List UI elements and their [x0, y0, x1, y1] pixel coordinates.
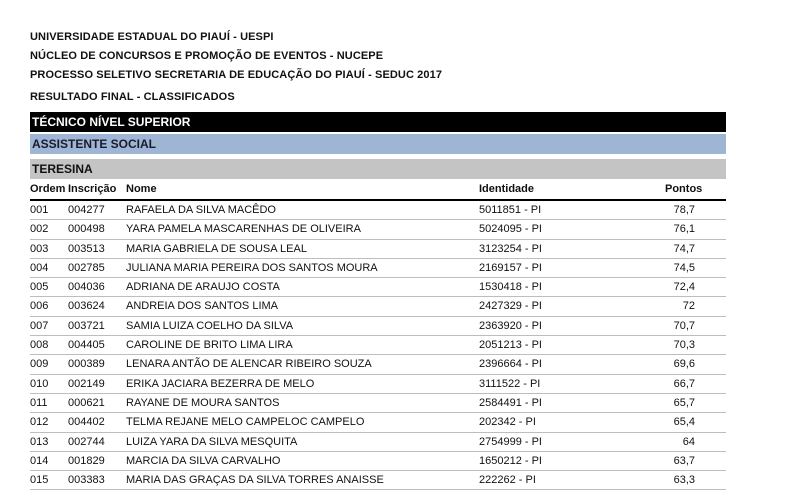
col-pontos: Pontos [665, 183, 703, 195]
result-title: RESULTADO FINAL - CLASSIFICADOS [30, 91, 235, 103]
cell-ordem: 015 [30, 474, 49, 487]
cell-ordem: 006 [30, 300, 49, 313]
cell-nome: CAROLINE DE BRITO LIMA LIRA [126, 339, 293, 352]
cell-nome: ERIKA JACIARA BEZERRA DE MELO [126, 377, 315, 390]
cell-nome: RAFAELA DA SILVA MACÊDO [126, 204, 276, 216]
table-row [30, 240, 726, 259]
cell-nome: YARA PAMELA MASCARENHAS DE OLIVEIRA [126, 223, 361, 236]
cell-inscricao: 003624 [68, 300, 105, 313]
cell-nome: MARIA DAS GRAÇAS DA SILVA TORRES ANAISSE [126, 474, 384, 487]
cell-inscricao: 004402 [68, 416, 105, 429]
cell-nome: SAMIA LUIZA COELHO DA SILVA [126, 319, 294, 332]
table-row [30, 297, 726, 316]
cell-inscricao: 001829 [68, 454, 105, 467]
cell-inscricao: 000621 [68, 396, 105, 409]
cell-identidade: 3123254 - PI [479, 242, 542, 255]
process-title: PROCESSO SELETIVO SECRETARIA DE EDUCAÇÃO DO PIAUÍ - SEDUC 2017 [30, 69, 443, 81]
table-row [30, 471, 726, 490]
table-row [30, 336, 726, 355]
cell-identidade: 2169157 - PI [479, 261, 542, 274]
cell-identidade: 3111522 - PI [479, 377, 541, 390]
cell-pontos: 65,4 [673, 416, 695, 429]
cell-ordem: 013 [30, 435, 49, 448]
cell-inscricao: 003721 [68, 319, 105, 332]
cell-pontos: 74,7 [673, 242, 695, 255]
cell-identidade: 2363920 - PI [479, 319, 542, 332]
cell-pontos: 65,7 [673, 396, 695, 409]
cell-nome: TELMA REJANE MELO CAMPELOC CAMPELO [126, 416, 365, 429]
cell-identidade: 2427329 - PI [479, 300, 542, 313]
cell-identidade: 2051213 - PI [479, 339, 542, 352]
level-band: TÉCNICO NÍVEL SUPERIOR [30, 112, 726, 132]
cell-ordem: 005 [30, 281, 49, 294]
cell-inscricao: 004036 [68, 281, 105, 294]
table-row [30, 413, 726, 432]
table-row [30, 259, 726, 278]
position-band: ASSISTENTE SOCIAL [30, 134, 726, 154]
cell-inscricao: 002149 [68, 377, 105, 390]
cell-inscricao: 003383 [68, 474, 105, 487]
cell-identidade: 2754999 - PI [479, 435, 542, 448]
cell-identidade: 202342 - PI [479, 416, 536, 429]
cell-pontos: 76,1 [673, 223, 695, 236]
cell-nome: MARIA GABRIELA DE SOUSA LEAL [126, 242, 307, 255]
table-row [30, 317, 726, 336]
institution-title: UNIVERSIDADE ESTADUAL DO PIAUÍ - UESPI [30, 31, 274, 43]
center-title: NÚCLEO DE CONCURSOS E PROMOÇÃO DE EVENTOS - NUCEPE [30, 50, 384, 62]
cell-pontos: 78,7 [673, 204, 695, 216]
cell-nome: ANDREIA DOS SANTOS LIMA [126, 300, 279, 313]
cell-identidade: 2584491 - PI [479, 396, 542, 409]
cell-inscricao: 002785 [68, 261, 105, 274]
cell-pontos: 72 [682, 300, 695, 313]
cell-identidade: 1530418 - PI [479, 281, 542, 294]
cell-ordem: 010 [30, 377, 49, 390]
cell-inscricao: 002744 [68, 435, 105, 448]
col-identidade: Identidade [479, 183, 535, 195]
cell-ordem: 012 [30, 416, 49, 429]
cell-pontos: 70,3 [673, 339, 695, 352]
document-header [30, 28, 442, 107]
cell-ordem: 004 [30, 261, 49, 274]
col-ordem: Ordem [30, 183, 66, 195]
cell-pontos: 64 [682, 435, 695, 448]
cell-ordem: 014 [30, 454, 49, 467]
cell-pontos: 74,5 [673, 261, 695, 274]
table-row [30, 452, 726, 471]
cell-ordem: 009 [30, 358, 49, 371]
cell-identidade: 2396664 - PI [479, 358, 542, 371]
cell-nome: JULIANA MARIA PEREIRA DOS SANTOS MOURA [126, 261, 378, 274]
cell-pontos: 70,7 [673, 319, 695, 332]
cell-nome: LENARA ANTÃO DE ALENCAR RIBEIRO SOUZA [126, 358, 372, 371]
cell-ordem: 011 [30, 396, 48, 409]
table-row [30, 220, 726, 239]
city-band: TERESINA [30, 159, 726, 179]
cell-pontos: 66,7 [673, 377, 695, 390]
cell-ordem: 008 [30, 339, 49, 352]
table-row [30, 394, 726, 413]
col-inscricao: Inscrição [68, 183, 117, 195]
cell-pontos: 69,6 [673, 358, 695, 371]
table-header [30, 181, 726, 201]
cell-inscricao: 003513 [68, 242, 105, 255]
cell-inscricao: 000498 [68, 223, 105, 236]
cell-nome: MARCIA DA SILVA CARVALHO [126, 454, 281, 467]
cell-identidade: 1650212 - PI [479, 454, 542, 467]
cell-ordem: 007 [30, 319, 49, 332]
cell-inscricao: 004277 [68, 204, 105, 216]
cell-nome: RAYANE DE MOURA SANTOS [126, 396, 280, 409]
cell-inscricao: 000389 [68, 358, 105, 371]
table-row [30, 433, 726, 452]
results-table-body [30, 201, 726, 490]
table-row [30, 278, 726, 297]
cell-ordem: 001 [30, 204, 49, 216]
cell-nome: LUIZA YARA DA SILVA MESQUITA [126, 435, 298, 448]
cell-identidade: 222262 - PI [479, 474, 536, 487]
cell-pontos: 63,7 [673, 454, 695, 467]
cell-ordem: 002 [30, 223, 49, 236]
col-nome: Nome [126, 183, 157, 195]
table-row [30, 375, 726, 394]
cell-nome: ADRIANA DE ARAUJO COSTA [126, 281, 280, 294]
table-row [30, 201, 726, 220]
cell-identidade: 5024095 - PI [479, 223, 542, 236]
cell-pontos: 63,3 [673, 474, 695, 487]
cell-inscricao: 004405 [68, 339, 105, 352]
cell-identidade: 5011851 - PI [479, 204, 542, 216]
cell-ordem: 003 [30, 242, 49, 255]
cell-pontos: 72,4 [673, 281, 695, 294]
table-row [30, 355, 726, 374]
